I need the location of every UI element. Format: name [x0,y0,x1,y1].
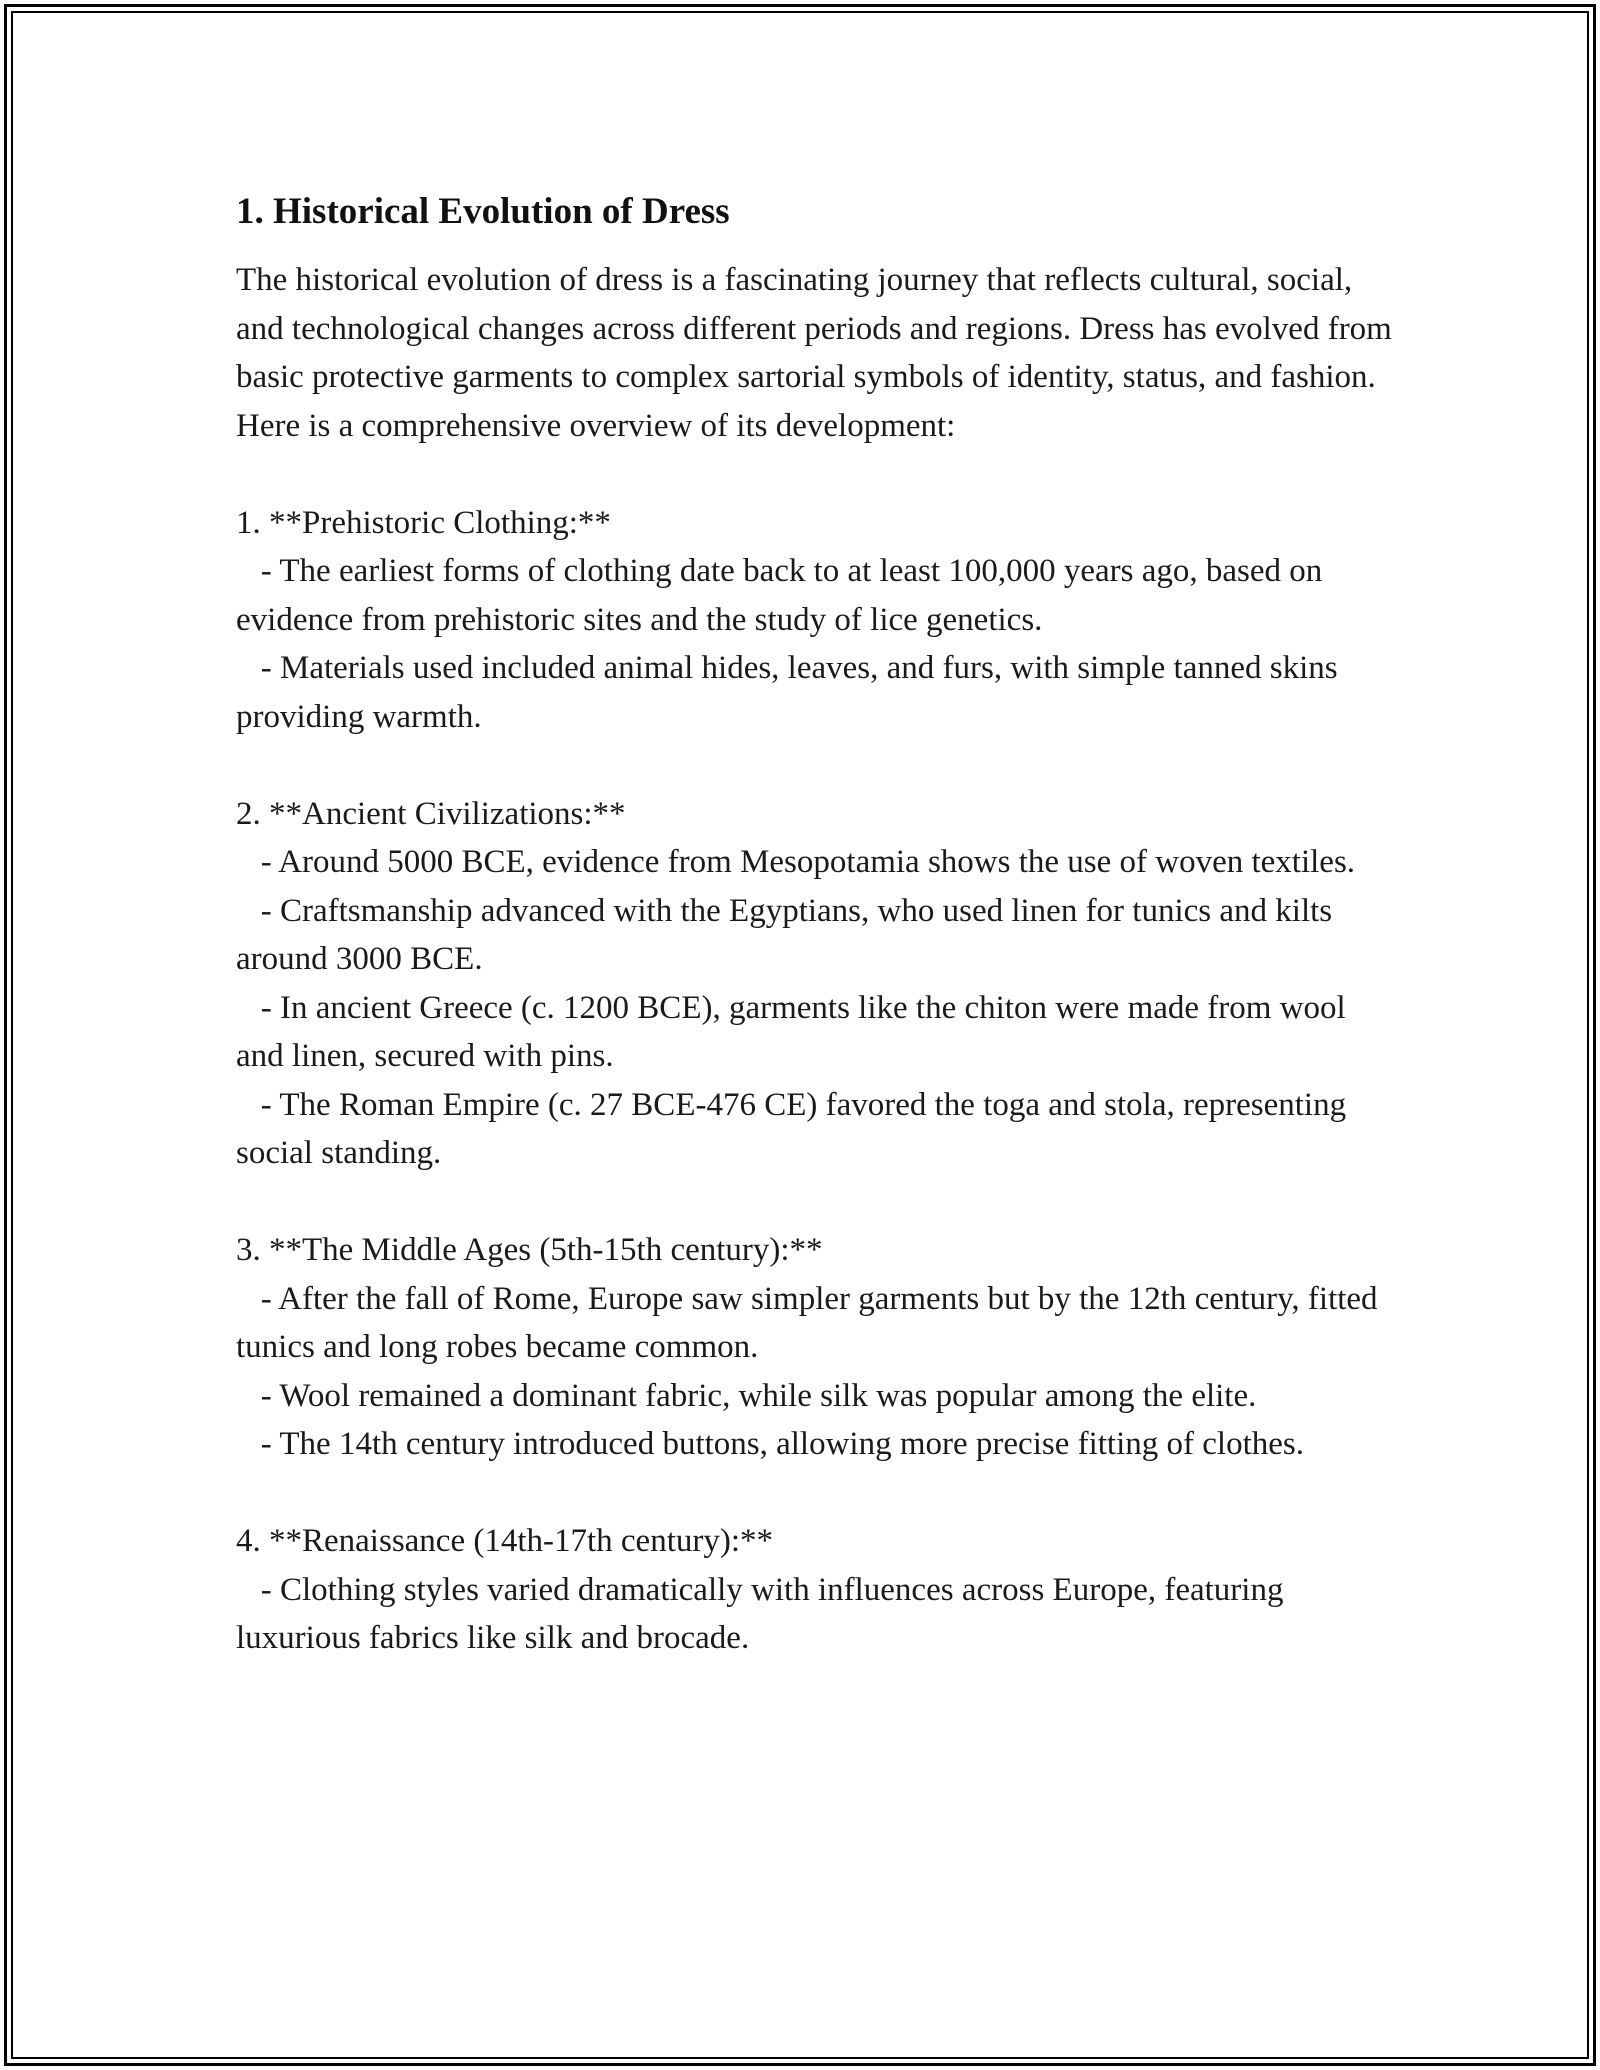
section-title: 2. **Ancient Civilizations:** [236,795,626,832]
section-prehistoric [236,499,1396,742]
section-renaissance [236,1517,1396,1663]
section-middle-ages [236,1226,1396,1469]
section-title: 4. **Renaissance (14th-17th century):** [236,1523,774,1559]
bullet-item: - The earliest forms of clothing date back to at least 100,000 years ago, based on evidence from prehistoric sites and the study of lice genetics. [236,553,1331,638]
bullet-item: - The Roman Empire (c. 27 BCE-476 CE) favored the toga and stola, representing social standing. [236,1086,1355,1171]
bullet-item: - Materials used included animal hides, leaves, and furs, with simple tanned skins providing warmth. [236,650,1346,735]
bullet-item: - In ancient Greece (c. 1200 BCE), garments like the chiton were made from wool and linen, secured with pins. [236,989,1354,1074]
bullet-item: - Clothing styles varied dramatically with influences across Europe, featuring luxurious fabrics like silk and brocade. [236,1571,1292,1656]
bullet-item: - After the fall of Rome, Europe saw simpler garments but by the 12th century, fitted tunics and long robes became common. [236,1280,1386,1365]
bullet-item: - Wool remained a dominant fabric, while silk was popular among the elite. [236,1377,1257,1414]
section-title: 3. **The Middle Ages (5th-15th century):** [236,1232,823,1268]
bullet-item: - Craftsmanship advanced with the Egyptians, who used linen for tunics and kilts around 3000 BCE. [236,892,1341,977]
bullet-item: - The 14th century introduced buttons, allowing more precise fitting of clothes. [236,1426,1304,1462]
section-title: 1. **Prehistoric Clothing:** [236,504,611,541]
intro-paragraph: The historical evolution of dress is a fascinating journey that reflects cultural, social, and technological changes across different periods and regions. Dress has evolved from basic protective garments to complex sartorial symbols of identity, status, and fashion. Here is a comprehensive overview of its development: [236,262,1401,444]
document-body [236,184,1401,1663]
section-ancient-civilizations [236,790,1396,1178]
bullet-item: - Around 5000 BCE, evidence from Mesopotamia shows the use of woven textiles. [236,844,1356,880]
section-heading: 1. Historical Evolution of Dress [236,191,730,232]
